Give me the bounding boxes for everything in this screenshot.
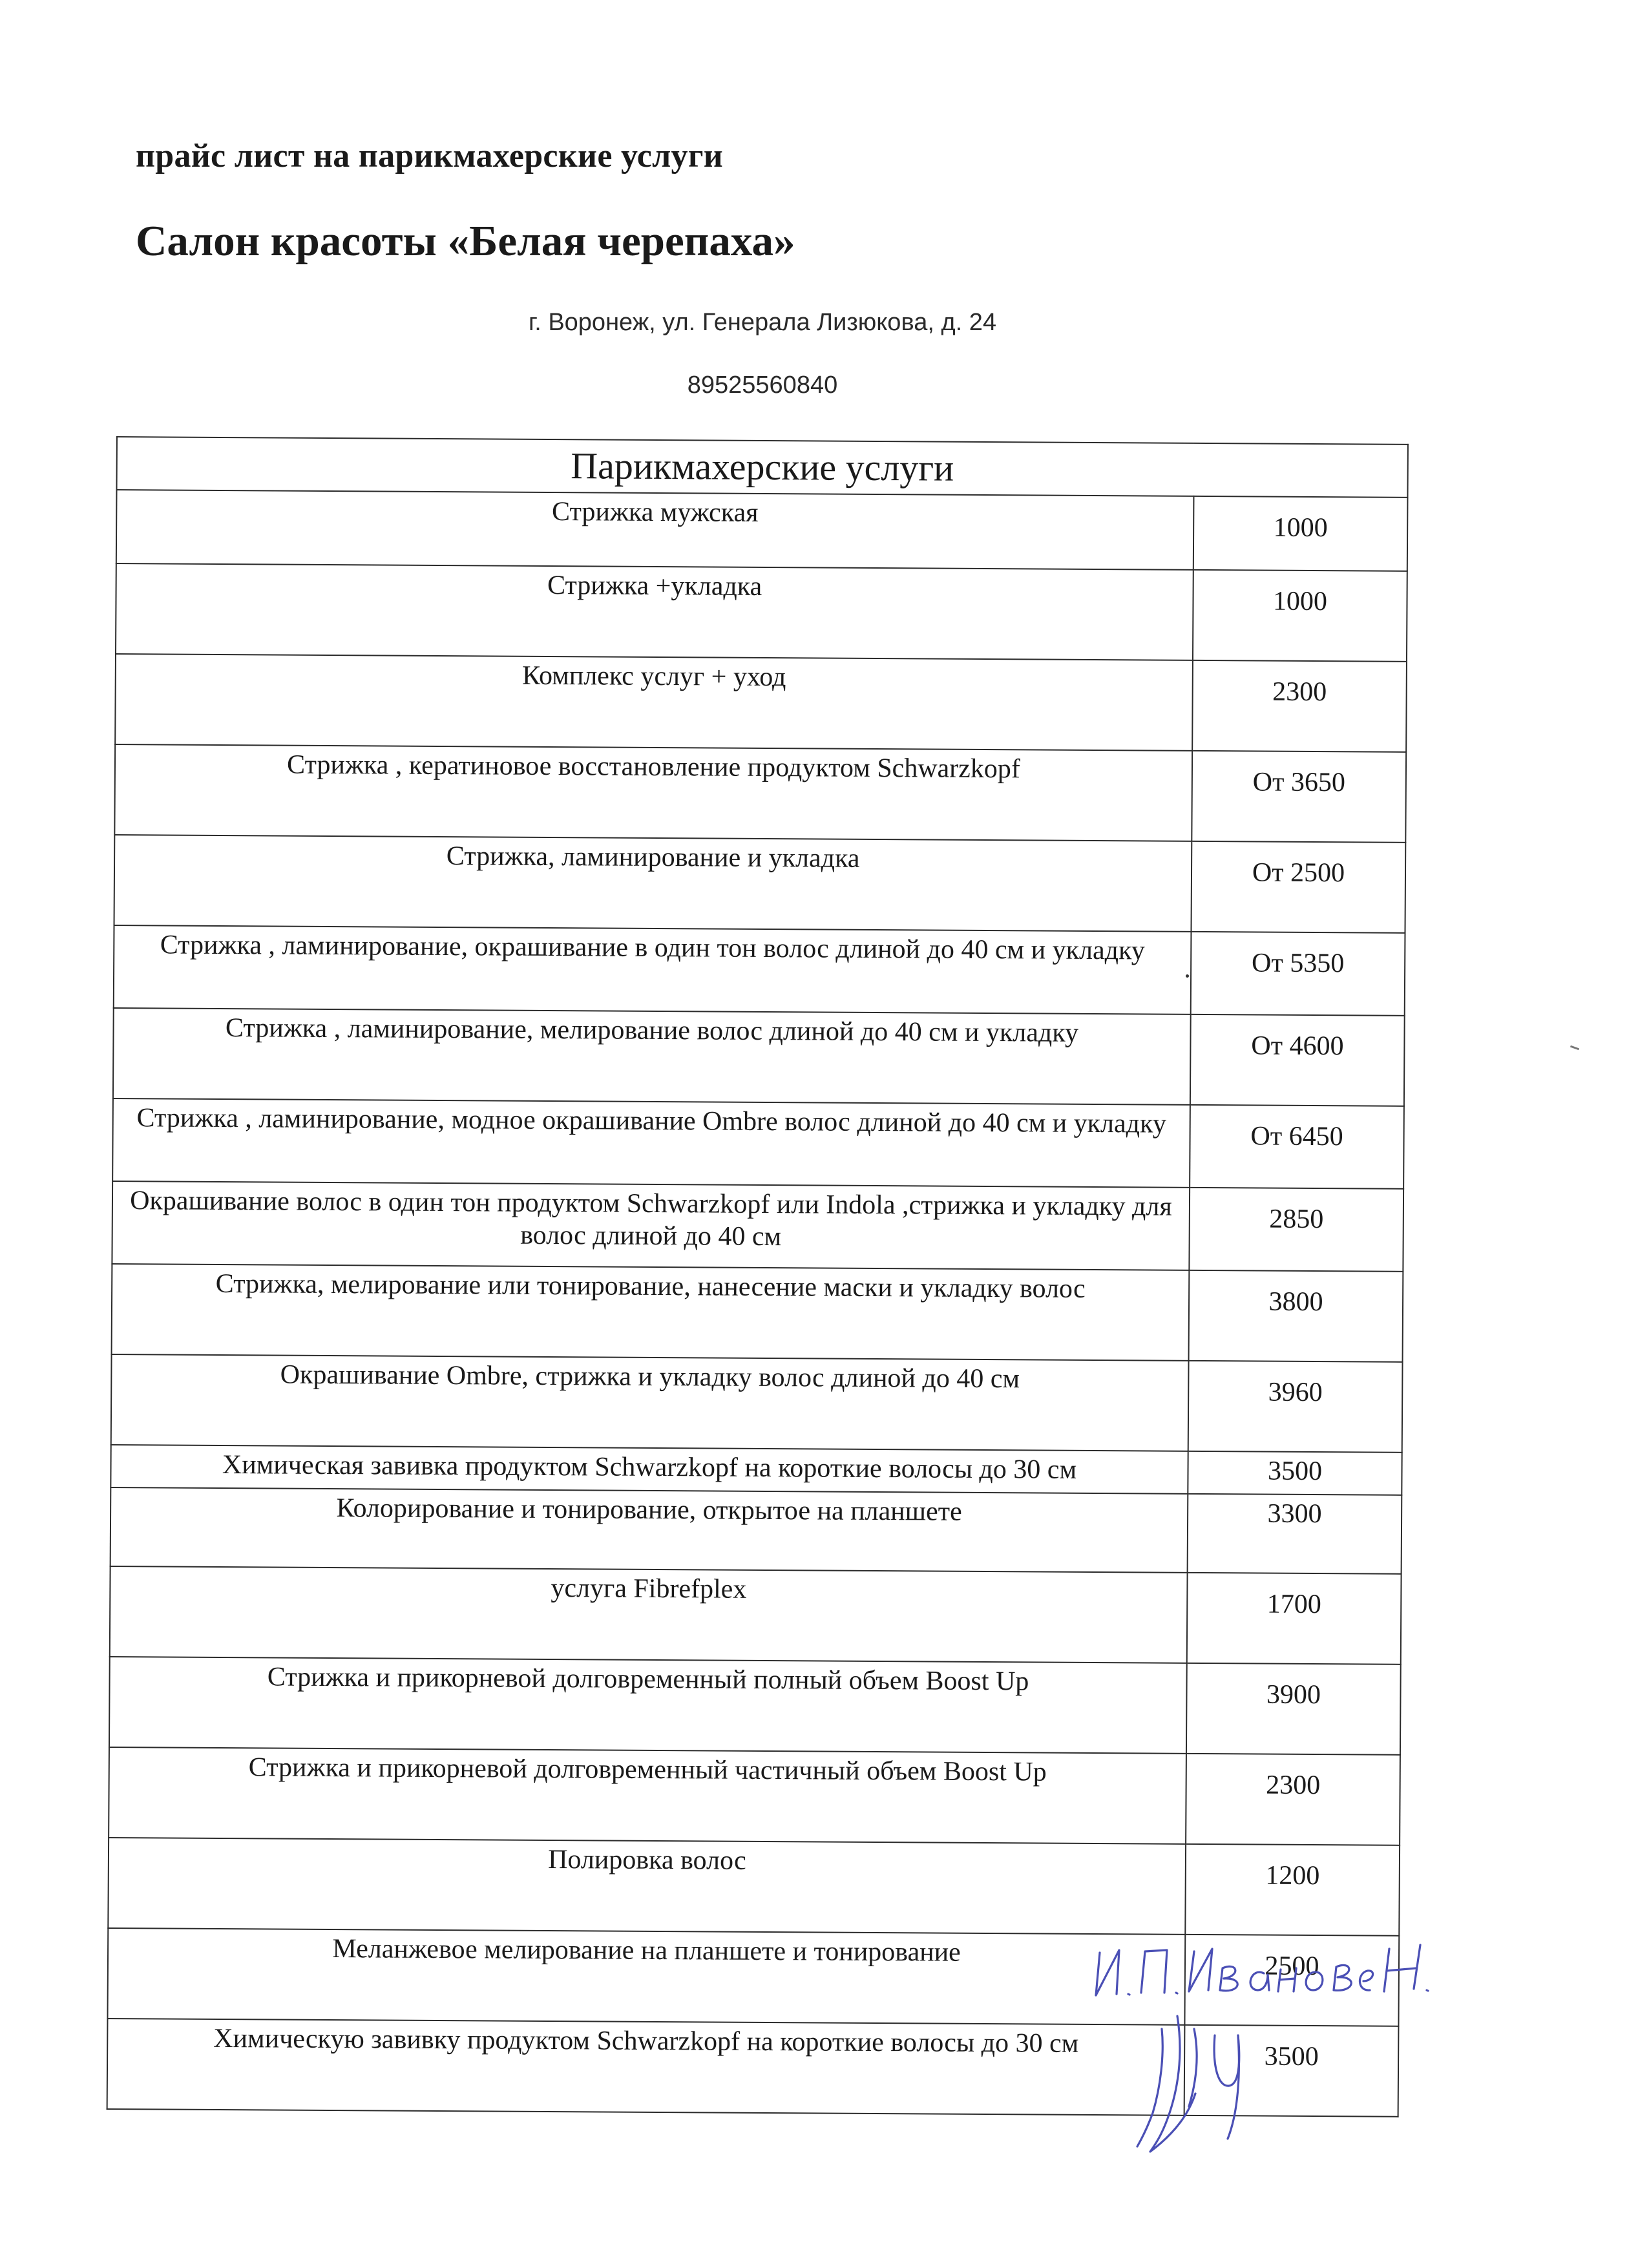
table-row — [109, 1747, 1400, 1845]
price-table — [107, 436, 1409, 2117]
table-row — [112, 1098, 1404, 1189]
service-price: 3500 — [1184, 2025, 1399, 2117]
service-name: Меланжевое мелирование на планшете и тонирование — [107, 1928, 1185, 2025]
service-name: Комплекс услуг + уход — [115, 654, 1193, 751]
service-price: От 5350 — [1191, 932, 1405, 1016]
service-price: 1200 — [1185, 1844, 1400, 1936]
salon-phone: 89525560840 — [687, 372, 838, 399]
service-name: Стрижка и прикорневой долговременный частичный объем Boost Up — [109, 1747, 1186, 1844]
service-price: 1000 — [1193, 496, 1408, 571]
scan-mark — [1570, 1045, 1579, 1051]
service-price: 2500 — [1184, 1935, 1399, 2026]
table-row — [113, 1008, 1405, 1106]
service-name: Стрижка и прикорневой долговременный полный объем Boost Up — [109, 1657, 1187, 1754]
service-price: 1700 — [1187, 1573, 1402, 1664]
service-name: Окрашивание волос в один тон продуктом Schwarzkopf или Indola ,стрижка и укладку для волос длиной до 40 см — [112, 1181, 1190, 1270]
table-row — [115, 654, 1407, 752]
table-row — [110, 1487, 1402, 1574]
table-row — [116, 563, 1407, 662]
service-price: 3300 — [1188, 1494, 1402, 1574]
service-name: услуга Fibrefplex — [110, 1566, 1188, 1663]
table-caption: Парикмахерские услуги — [117, 437, 1408, 498]
stray-dot — [1186, 974, 1189, 978]
service-price: 3960 — [1188, 1361, 1403, 1453]
table-row — [116, 490, 1408, 571]
salon-name: Салон красоты «Белая черепаха» — [136, 217, 795, 265]
table-row — [112, 1181, 1403, 1272]
service-price: 2850 — [1189, 1188, 1403, 1272]
service-price: 2300 — [1192, 660, 1407, 752]
service-name: Колорирование и тонирование, открытое на планшете — [110, 1487, 1188, 1573]
handwritten-signature — [1086, 1919, 1486, 2165]
service-price: 3800 — [1189, 1270, 1403, 1362]
table-row — [110, 1445, 1402, 1495]
table-row — [112, 1264, 1403, 1362]
service-price: От 6450 — [1190, 1105, 1404, 1189]
signature-text: И.П. Иванова Н. — [1086, 1919, 1090, 1920]
service-price: От 2500 — [1191, 841, 1405, 933]
service-name: Стрижка , ламинирование, мелирование волос длиной до 40 см и укладку — [113, 1008, 1191, 1105]
service-name: Химическая завивка продуктом Schwarzkopf на короткие волосы до 30 см — [110, 1445, 1188, 1494]
service-price: 3900 — [1186, 1663, 1401, 1755]
service-name: Стрижка +укладка — [116, 563, 1193, 660]
service-name: Стрижка , ламинирование, модное окрашивание Ombre волос длиной до 40 см и укладку — [112, 1098, 1190, 1188]
service-price: 3500 — [1188, 1451, 1402, 1495]
table-row — [114, 744, 1406, 843]
service-price: От 4600 — [1190, 1014, 1405, 1106]
service-price: 2300 — [1186, 1754, 1400, 1845]
service-name: Химическую завивку продуктом Schwarzkopf на короткие волосы до 30 см — [107, 2019, 1185, 2116]
service-name: Окрашивание Ombre, стрижка и укладку волос длиной до 40 см — [111, 1354, 1189, 1451]
service-price: 1000 — [1193, 570, 1407, 662]
service-name: Стрижка мужская — [116, 490, 1194, 570]
service-name: Стрижка , кератиновое восстановление продуктом Schwarzkopf — [114, 744, 1192, 841]
service-name: Стрижка , ламинирование, окрашивание в один тон волос длиной до 40 см и укладку — [114, 925, 1192, 1014]
table-row — [114, 835, 1406, 933]
service-name: Стрижка, мелирование или тонирование, нанесение маски и укладку волос — [112, 1264, 1190, 1361]
document-subtitle: прайс лист на парикмахерские услуги — [136, 138, 724, 174]
service-name: Полировка волос — [108, 1838, 1186, 1935]
service-price: От 3650 — [1192, 751, 1406, 843]
table-row — [114, 925, 1405, 1016]
table-row — [109, 1657, 1401, 1755]
table-row — [111, 1354, 1403, 1453]
table-row — [110, 1566, 1402, 1664]
salon-address: г. Воронеж, ул. Генерала Лизюкова, д. 24 — [528, 309, 997, 336]
service-name: Стрижка, ламинирование и укладка — [114, 835, 1192, 932]
